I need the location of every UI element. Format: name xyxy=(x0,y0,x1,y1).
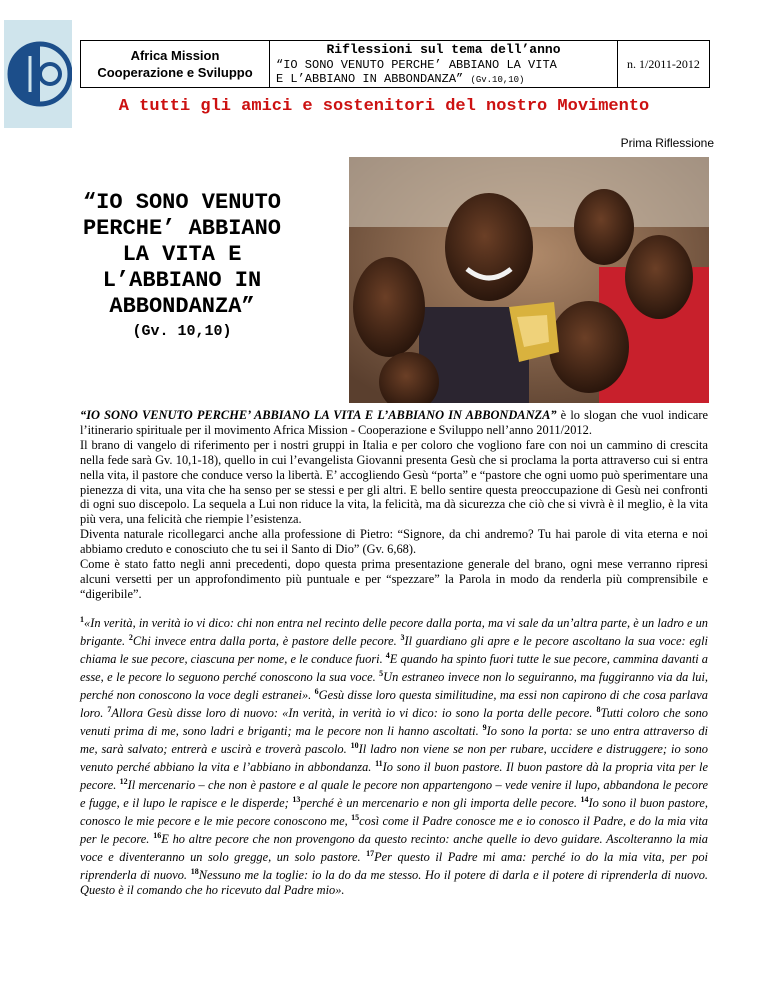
big-title: “IO SONO VENUTO PERCHE’ ABBIANO LA VITA E L’ABBIANO IN ABBONDANZA” xyxy=(82,190,282,319)
verse-number: 12 xyxy=(119,777,128,787)
verse-number: 17 xyxy=(366,849,375,859)
verse-text: Un estraneo invece non lo seguiranno, ma fuggiranno via da lui, perché non conoscono la voce degli estranei». xyxy=(80,670,708,703)
verse-text: Per questo il Padre mi ama: perché io do la mia vita, per poi riprenderla di nuovo. xyxy=(80,850,708,883)
intro-paragraph xyxy=(80,408,708,438)
theme-ref: (Gv.10,10) xyxy=(470,75,525,85)
verse-text: Gesù disse loro questa similitudine, ma essi non capirono di che cosa parlava loro. xyxy=(80,688,708,721)
verse-text: Io sono il buon pastore. Il buon pastore dà la propria vita per le pecore. xyxy=(80,760,708,793)
verse-number: 8 xyxy=(596,704,601,714)
section-label: Prima Riflessione xyxy=(620,136,714,150)
verse-text: Io sono la porta: se uno entra attraverso di me, sarà salvato; entrerà e uscirà e troverà pascolo. xyxy=(80,724,708,757)
verse-number: 5 xyxy=(379,668,384,678)
theme-title: Riflessioni sul tema dell’anno xyxy=(326,42,561,57)
issue-number: n. 1/2011-2012 xyxy=(627,56,700,71)
verse-number: 10 xyxy=(350,741,359,750)
verse-number: 2 xyxy=(128,632,133,642)
org-name xyxy=(81,41,270,87)
verse-number: 3 xyxy=(400,632,405,642)
verse-number: 15 xyxy=(351,813,360,823)
gospel-passage xyxy=(80,613,708,898)
verse-number: 4 xyxy=(385,650,390,660)
verse-number: 9 xyxy=(482,722,487,732)
paragraph-2: Il brano di vangelo di riferimento per i nostri gruppi in Italia e per coloro che vogliono fare con noi un cammino di crescita nella fede sarà Gv. 10,1-18), quello in cui l’evangelista Giovanni presenta Gesù che si proclama la porta attraverso cui si entra nella vita, il pastore che conduce verso la libertà. E’ accogliendo Gesù “porta” e “pastore che ogni uomo può sperimentare una pienezza di vita, una vita che ha senso per se stessi e per gli altri. E bello sentire questa preoccupazione di Gesù nei confronti di ogni suo discepolo. La sequela a Lui non riduce la vita, la felicità, ma dà sicurezza che ciò che si vivrà è il meglio, è la vita più vera, una felicità che riempie l’esistenza. xyxy=(80,437,708,527)
theme-box xyxy=(270,41,618,87)
children-photo xyxy=(349,157,709,403)
verse-text: Nessuno me la toglie: io la do da me stesso. Ho il potere di darla e il potere di riprenderla di nuovo. Questo è il comando che ho ricevuto dal Padre mio». xyxy=(80,868,709,898)
theme-line1: “IO SONO VENUTO PERCHE’ ABBIANO LA VITA xyxy=(276,58,557,72)
verse-text: così come il Padre conosce me e io conosco il Padre, e do la mia vita per le pecore. xyxy=(80,814,708,847)
verse-number: 6 xyxy=(314,686,319,696)
verse-number: 13 xyxy=(292,795,301,805)
verse-number: 7 xyxy=(107,704,112,714)
verse-number: 14 xyxy=(580,795,589,805)
verse-text: Io sono il buon pastore, conosco le mie pecore e le mie pecore conoscono me, xyxy=(80,796,708,829)
theme-line2: E L’ABBIANO IN ABBONDANZA” xyxy=(276,72,464,86)
verse-text: Il guardiano gli apre e le pecore ascoltano la sua voce: egli chiama le sue pecore, ciascuna per nome, e le conduce fuori. xyxy=(80,633,709,666)
big-ref: (Gv. 10,10) xyxy=(132,323,232,340)
verse-text: Allora Gesù disse loro di nuovo: «In verità, in verità io vi dico: io sono la porta delle pecore. xyxy=(111,706,597,721)
verse-text: Tutti coloro che sono venuti prima di me, sono ladri e briganti; ma le pecore non li hanno ascoltati. xyxy=(80,706,709,739)
verse-text: «In verità, in verità io vi dico: chi non entra nel recinto delle pecore dalla porta, ma vi sale da un’altra parte, è un ladro e un brigante. xyxy=(80,615,708,648)
verse-text: Chi invece entra dalla porta, è pastore delle pecore. xyxy=(132,633,401,648)
verse-text: Il ladro non viene se non per rubare, uccidere e distruggere; io sono venuto perché abbiano la vita e l’abbiano in abbondanza. xyxy=(80,742,708,775)
verse-number: 16 xyxy=(153,831,162,841)
verse-text: Il mercenario – che non è pastore e al quale le pecore non appartengono – vede venire il lupo, abbandona le pecore e fugge, e il lupo le rapisce e le disperde; xyxy=(80,778,708,811)
intro-rest: è lo slogan che vuol indicare l’itinerario spirituale per il movimento Africa Mission - Cooperazione e Sviluppo nell’anno 2011/2012. xyxy=(80,408,708,437)
org-line2: Cooperazione e Sviluppo xyxy=(97,65,253,80)
paragraph-3: Diventa naturale ricollegarci anche alla professione di Pietro: “Signore, da chi andremo? Tu hai parole di vita eterna e noi abbiamo creduto e conosciuto che tu sei il Santo di Dio” (Gv. 6,68). xyxy=(80,527,708,557)
verse-text: E quando ha spinto fuori tutte le sue pecore, cammina davanti a esse, e le pecore lo seguono perché conoscono la sua voce. xyxy=(80,651,708,684)
verse-number: 11 xyxy=(375,759,383,769)
slogan: “IO SONO VENUTO PERCHE’ ABBIANO LA VITA E L’ABBIANO IN ABBONDANZA” xyxy=(80,408,557,422)
org-line1: Africa Mission xyxy=(130,48,220,63)
verse-text: E ho altre pecore che non provengono da questo recinto: anche quelle io devo guidare. Ascolteranno la mia voce e diventeranno un solo gregge, un solo pastore. xyxy=(80,832,709,865)
banner: A tutti gli amici e sostenitori del nostro Movimento xyxy=(118,97,650,116)
verse-text: perché è un mercenario e non gli importa delle pecore. xyxy=(300,796,581,811)
header-box xyxy=(80,40,710,88)
verse-number: 18 xyxy=(190,867,199,877)
verse-number: 1 xyxy=(80,614,84,624)
paragraph-4: Come è stato fatto negli anni precedenti, dopo questa prima presentazione generale del brano, ogni mese verranno ripresi alcuni versetti per un approfondimento più puntuale e per “spezzare” la Parola in modo da renderla più comprensibile e “digeribile”. xyxy=(80,557,708,601)
body-text xyxy=(80,408,708,898)
